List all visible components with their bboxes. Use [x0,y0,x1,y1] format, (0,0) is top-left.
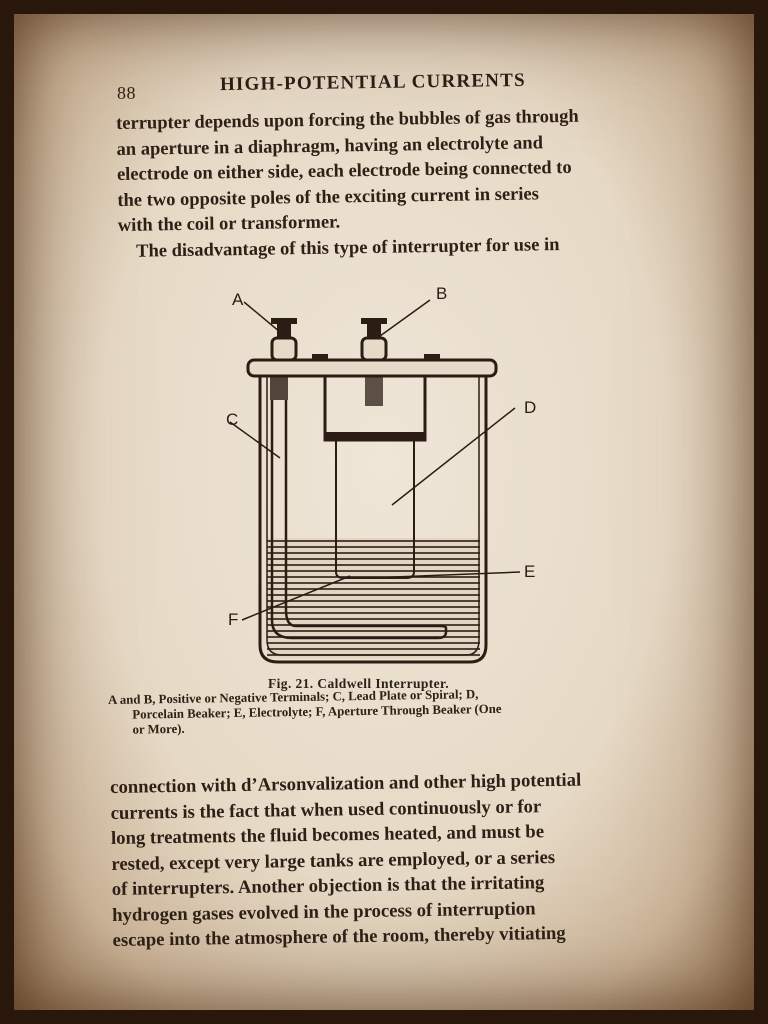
terminal-b [362,338,386,360]
text-line: rested, except very large tanks are employed, or a series [111,846,556,875]
text-line: electrode on either side, each electrode being connected to [116,157,572,185]
top-paragraph [116,105,581,265]
label-d: D [524,398,537,417]
bottom-paragraph [110,768,584,954]
text-line: currents is the fact that when used continuously or for [110,795,542,824]
caption-line: or More). [132,721,185,737]
text-line: hydrogen gases evolved in the process of interruption [112,897,536,926]
text-line: The disadvantage of this type of interrupter for use in [136,234,560,262]
running-head: HIGH-POTENTIAL CURRENTS [219,69,526,96]
caption-line: A and B, Positive or Negative Terminals; C, Lead Plate or Spiral; D, [108,687,479,707]
text-line: with the coil or transformer. [117,212,341,236]
figure-caption-body [108,684,669,738]
label-c: C [226,410,239,429]
text-line: of interrupters. Another objection is that the irritating [111,872,545,900]
text-line: connection with d’Arsonvalization and other high potential [110,769,582,798]
label-a: A [232,290,244,309]
text-line: the two opposite poles of the exciting current in series [117,183,540,211]
caldwell-interrupter-illustration [220,280,540,675]
text-line: long treatments the fluid becomes heated, and must be [110,821,545,849]
figure-caption-title: Fig. 21. Caldwell Interrupter. [268,676,449,691]
text-line: escape into the atmosphere of the room, thereby vitiating [112,922,566,951]
text-line: an aperture in a diaphragm, having an electrolyte and [116,132,544,160]
electrolyte-fill [267,538,480,658]
text-line: terrupter depends upon forcing the bubbles of gas through [116,106,579,134]
terminal-a [272,338,296,360]
label-b: B [436,284,448,303]
label-f: F [228,610,239,629]
label-e: E [524,562,536,581]
beaker-lid [248,360,496,376]
page-number: 88 [117,83,136,103]
caption-line: Porcelain Beaker; E, Electrolyte; F, Aperture Through Beaker (One [132,701,502,722]
